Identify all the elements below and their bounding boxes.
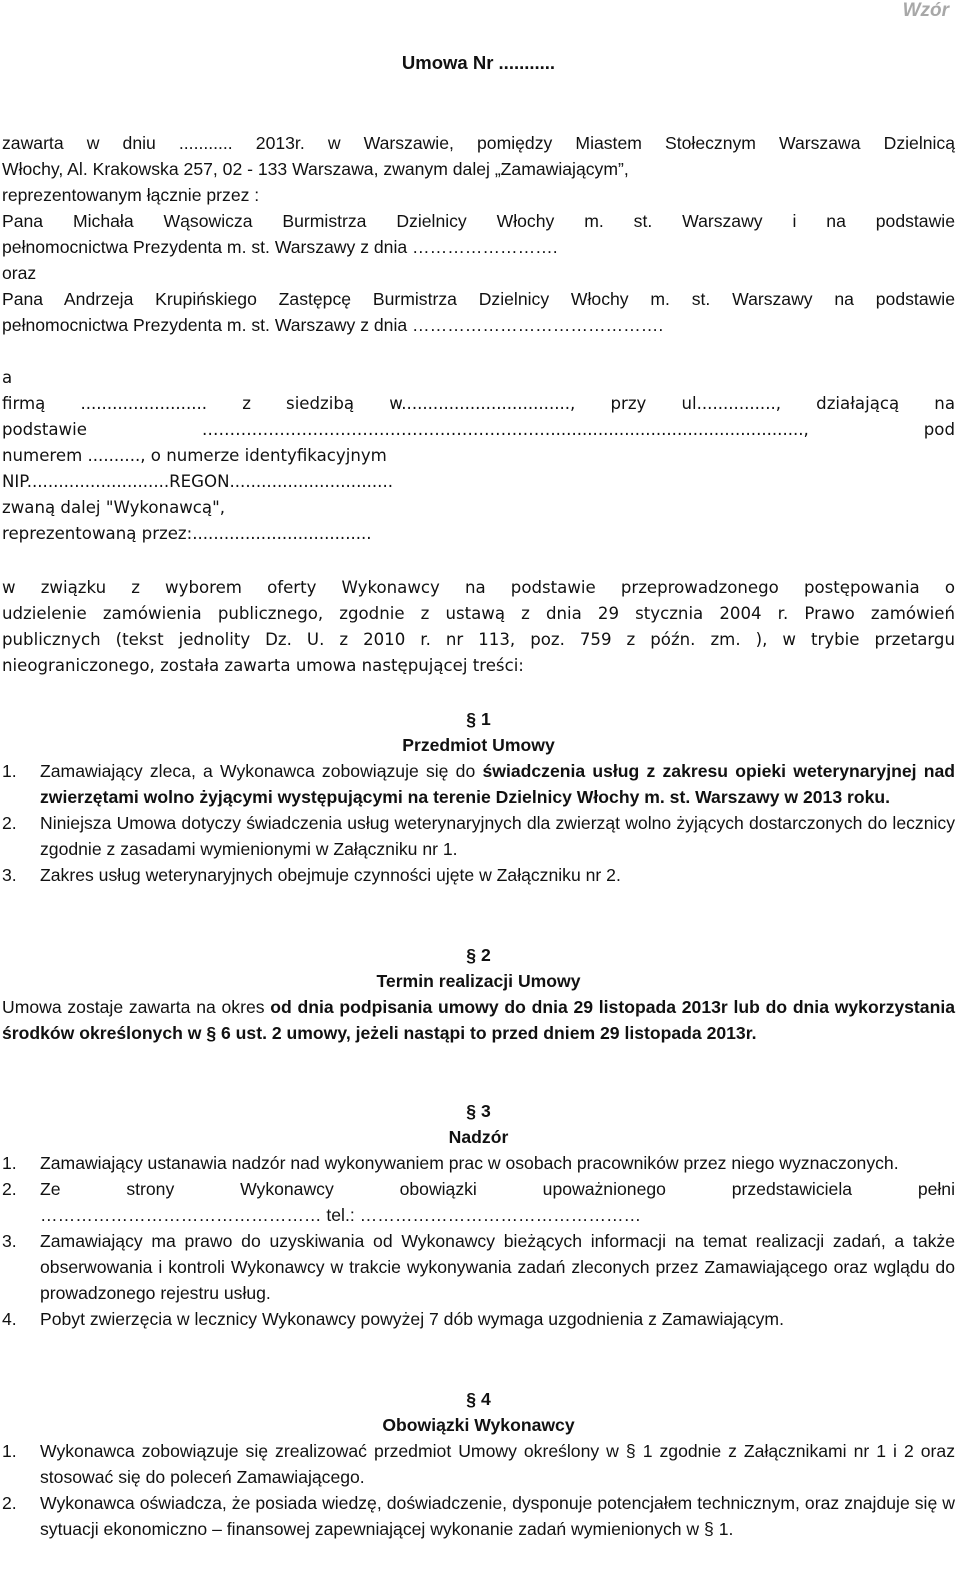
- list-item: [2, 1490, 955, 1542]
- item-text-line: ………………………………………… tel.: …………………………………………: [40, 1205, 642, 1225]
- item-number: 2.: [2, 813, 17, 833]
- contractor-line: podstawie ………………………………………………………................................................, pod: [2, 420, 955, 439]
- item-number: 3.: [2, 865, 17, 885]
- contractor-line: reprezentowaną przez:..................................: [2, 524, 372, 543]
- item-text-line: Ze strony Wykonawcy obowiązki upoważnionego przedstawiciela pełni: [40, 1179, 955, 1199]
- intro-line: Włochy, Al. Krakowska 257, 02 - 133 Warszawa, zwanym dalej „Zamawiającym”,: [2, 159, 629, 179]
- preamble-line: nieograniczonego, została zawarta umowa następującej treści:: [2, 656, 524, 675]
- item-text: Wykonawca zobowiązuje się zrealizować przedmiot Umowy określony w § 1 zgodnie z Załącznikami nr 1 i 2 oraz stosować się do poleceń Zamawiającego.: [40, 1441, 955, 1487]
- contractor-line: zwaną dalej "Wykonawcą",: [2, 498, 226, 517]
- preamble-line: w związku z wyborem oferty Wykonawcy na podstawie przeprowadzonego postępowania o: [2, 578, 955, 597]
- item-number: 3.: [2, 1231, 17, 1251]
- item-number: 4.: [2, 1309, 17, 1329]
- list-item: [2, 1228, 955, 1306]
- item-number: 2.: [2, 1179, 17, 1199]
- paragraph-bold: od dnia podpisania umowy do dnia 29 listopada 2013r lub do dnia wykorzystania środków określonych w § 6 ust. 2 umowy, jeżeli nastąpi to przed dniem 29 listopada 2013r.: [2, 997, 955, 1043]
- list-item: [2, 810, 955, 862]
- section-number: § 1: [466, 709, 491, 729]
- list-item: [2, 1150, 955, 1176]
- section-4: [2, 1386, 955, 1542]
- item-text: Zakres usług weterynaryjnych obejmuje czynności ujęte w Załączniku nr 2.: [40, 865, 621, 885]
- item-number: 1.: [2, 761, 17, 781]
- contractor-line: numerem .........., o numerze identyfikacyjnym: [2, 446, 387, 465]
- item-number: 1.: [2, 1441, 17, 1461]
- list-item: [2, 1306, 955, 1332]
- intro-line: oraz: [2, 263, 37, 283]
- page-title: Umowa Nr ...........: [401, 52, 556, 73]
- contractor-line: a: [2, 368, 13, 387]
- preamble-line: publicznych (tekst jednolity Dz. U. z 2010 r. nr 113, poz. 759 z późn. zm. ), w trybie przetargu: [2, 630, 955, 649]
- section-title: Przedmiot Umowy: [402, 735, 555, 755]
- contractor-line: NIP...........................REGON...............................: [2, 472, 394, 491]
- section-number: § 2: [466, 945, 491, 965]
- section-2: [2, 942, 955, 1046]
- list-item: [2, 862, 955, 888]
- item-text: Zamawiający ma prawo do uzyskiwania od Wykonawcy bieżących informacji na temat realizacji zadań, a także obserwowania i kontroli Wykonawcy w trakcie wykonywania zadań zleconych przez Zamawiającego oraz wglądu do prowadzonego rejestru usług.: [40, 1231, 955, 1303]
- intro-line: pełnomocnictwa Prezydenta m. st. Warszawy z dnia …………………………………….: [2, 315, 664, 335]
- preamble-block: [2, 575, 955, 679]
- section-1: [2, 706, 955, 888]
- section-title: Nadzór: [448, 1127, 509, 1147]
- item-text: Pobyt zwierzęcia w lecznicy Wykonawcy powyżej 7 dób wymaga uzgodnienia z Zamawiającym.: [40, 1309, 784, 1329]
- section-3: [2, 1098, 955, 1332]
- section-number: § 3: [466, 1101, 491, 1121]
- item-text-bold: świadczenia usług z zakresu opieki weterynaryjnej nad zwierzętami wolno żyjącymi występującymi na terenie Dzielnicy Włochy m. st. Warszawy w 2013 roku.: [40, 761, 955, 807]
- section-title: Termin realizacji Umowy: [376, 971, 581, 991]
- item-number: 1.: [2, 1153, 17, 1173]
- intro-block: [2, 130, 955, 338]
- item-text-plain: Zamawiający zleca, a Wykonawca zobowiązuje się do: [40, 761, 483, 781]
- item-number: 2.: [2, 1493, 17, 1513]
- contractor-block: [2, 365, 955, 547]
- intro-line: reprezentowanym łącznie przez :: [2, 185, 260, 205]
- item-text: Niniejsza Umowa dotyczy świadczenia usług weterynaryjnych dla zwierząt wolno żyjących dostarczonych do lecznicy zgodnie z zasadami wymienionymi w Załączniku nr 1.: [40, 813, 955, 859]
- intro-line: Pana Andrzeja Krupińskiego Zastępcę Burmistrza Dzielnicy Włochy m. st. Warszawy na podstawie: [2, 289, 955, 309]
- section-paragraph: [2, 994, 955, 1046]
- item-text: [40, 1176, 955, 1228]
- section-title: Obowiązki Wykonawcy: [382, 1415, 575, 1435]
- intro-line: zawarta w dniu ........... 2013r. w Warszawie, pomiędzy Miastem Stołecznym Warszawa Dzielnicą: [2, 133, 955, 153]
- paragraph-plain: Umowa zostaje zawarta na okres: [2, 997, 271, 1017]
- contractor-line: firmą ........................ z siedzibą w................................, przy ul..............., działającą na: [2, 394, 955, 413]
- item-text: Wykonawca oświadcza, że posiada wiedzę, doświadczenie, dysponuje potencjałem technicznym, oraz znajduje się w sytuacji ekonomiczno – finansowej zapewniającej wykonanie zadań wymienionych w § 1.: [40, 1493, 955, 1539]
- list-item: [2, 758, 955, 810]
- preamble-line: udzielenie zamówienia publicznego, zgodnie z ustawą z dnia 29 stycznia 2004 r. Prawo zamówień: [2, 604, 955, 623]
- intro-line: pełnomocnictwa Prezydenta m. st. Warszawy z dnia …………………….: [2, 237, 558, 257]
- section-number: § 4: [466, 1389, 491, 1409]
- list-item: [2, 1176, 955, 1228]
- watermark-label: Wzór: [902, 0, 949, 21]
- list-item: [2, 1438, 955, 1490]
- item-text: [40, 758, 955, 810]
- item-text: Zamawiający ustanawia nadzór nad wykonywaniem prac w osobach pracowników przez niego wyznaczonych.: [40, 1153, 899, 1173]
- intro-line: Pana Michała Wąsowicza Burmistrza Dzielnicy Włochy m. st. Warszawy i na podstawie: [2, 211, 955, 231]
